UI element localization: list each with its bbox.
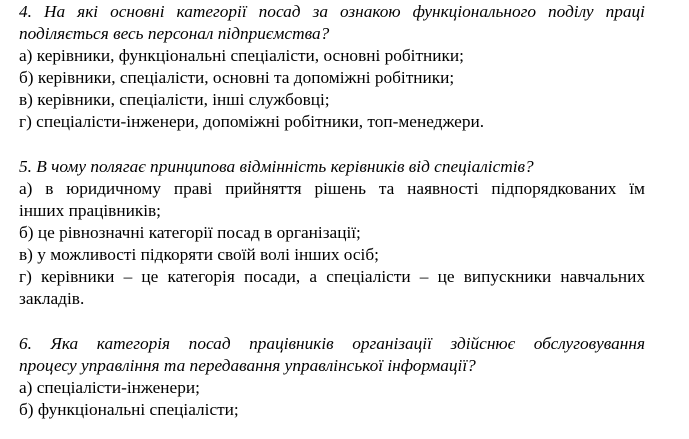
question-4-text-line-1: 4. На які основні категорії посад за ознакою функціонального поділу праці [19, 2, 645, 21]
question-6-text-line-2: процесу управління та передавання управлінської інформації? [19, 356, 476, 375]
question-4-answer-a: а) керівники, функціональні спеціалісти, основні робітники; [19, 46, 464, 65]
question-5-answer-a-line-1: а) в юридичному праві прийняття рішень та наявності підпорядкованих їм [19, 179, 645, 198]
question-5-answer-a-line-2: інших працівників; [19, 201, 161, 220]
question-5 [19, 156, 645, 310]
question-5-answer-d-line-2: закладів. [19, 289, 85, 308]
question-6-text-line-1: 6. Яка категорія посад працівників організації здійснює обслуговування [19, 334, 645, 353]
question-5-answer-c: в) у можливості підкоряти своїй волі інших осіб; [19, 245, 379, 264]
question-4-answer-c: в) керівники, спеціалісти, інші службовці; [19, 90, 330, 109]
question-5-text-line-1: 5. В чому полягає принципова відмінність керівників від спеціалістів? [19, 157, 534, 176]
question-4-text-line-2: поділяється весь персонал підприємства? [19, 24, 330, 43]
question-6-answer-b: б) функціональні спеціалісти; [19, 400, 239, 419]
question-4-answer-d: г) спеціалісти-інженери, допоміжні робітники, топ-менеджери. [19, 112, 485, 131]
question-4-answer-b: б) керівники, спеціалісти, основні та допоміжні робітники; [19, 68, 455, 87]
question-6-answer-a: а) спеціалісти-інженери; [19, 378, 200, 397]
question-6 [19, 333, 645, 421]
document-page [19, 0, 645, 421]
question-5-answer-b: б) це рівнозначні категорії посад в організації; [19, 223, 361, 242]
question-5-answer-d-line-1: г) керівники – це категорія посади, а спеціалісти – це випускники навчальних [19, 267, 645, 286]
question-4 [19, 1, 645, 133]
